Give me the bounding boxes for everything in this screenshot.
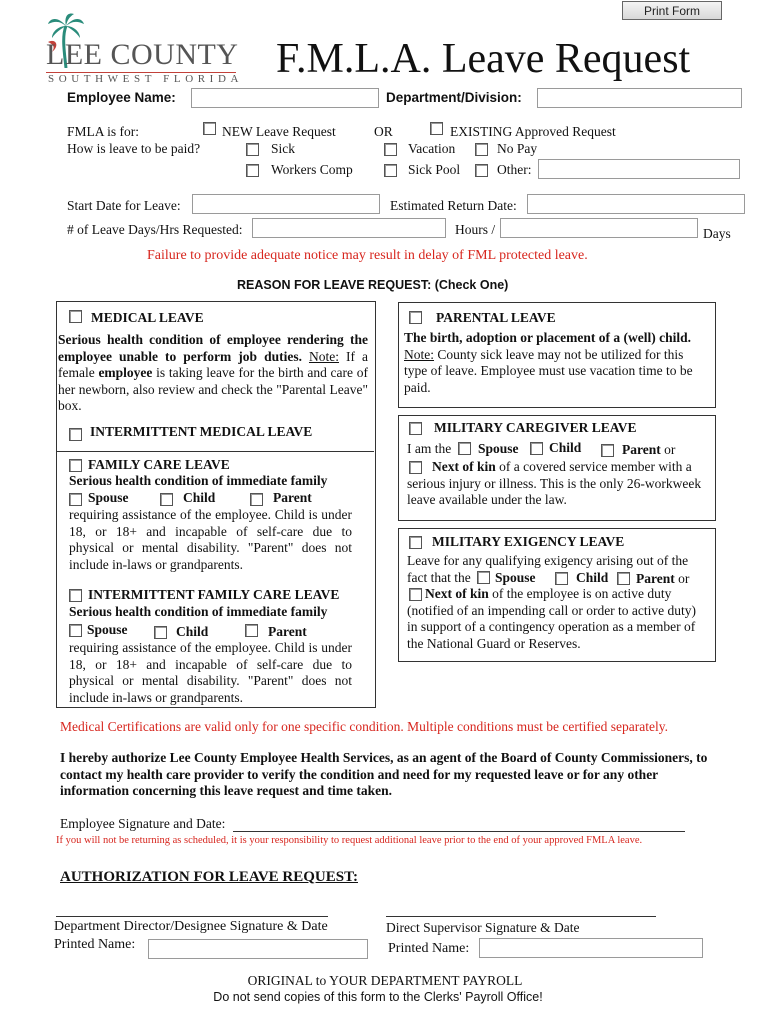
caregiver-child-label: Child	[549, 440, 582, 455]
intermittent-family-checkbox[interactable]	[69, 589, 82, 602]
footer-original: ORIGINAL to YOUR DEPARTMENT PAYROLL	[247, 973, 523, 988]
hours-days-field[interactable]	[500, 218, 698, 238]
intermittent-spouse-label: Spouse	[87, 622, 128, 637]
exigency-child-label: Child	[576, 570, 609, 585]
caregiver-spouse-label: Spouse	[478, 441, 519, 456]
director-printed-name-label: Printed Name:	[54, 937, 136, 952]
caregiver-parent-checkbox[interactable]	[601, 444, 614, 457]
workers-comp-label: Workers Comp	[271, 162, 353, 177]
existing-leave-label: EXISTING Approved Request	[450, 124, 616, 139]
authorization-text: I hereby authorize Lee County Employee Health Services, as an agent of the Board of County Commissioners, to contact my health care provider to verify the condition and need for my requested leave or for any other information concerning this leave request and time taken.	[60, 750, 708, 798]
department-label: Department/Division:	[386, 90, 522, 105]
exigency-spouse-label: Spouse	[495, 570, 536, 585]
family-divider	[56, 451, 374, 452]
exigency-leave-checkbox[interactable]	[409, 536, 422, 549]
family-parent-label: Parent	[273, 490, 312, 505]
days-label: Days	[703, 226, 731, 241]
parental-leave-text: The birth, adoption or placement of a (well) child. Note: County sick leave may not be utilized for this type of leave. Employee must use vacation time to be paid.	[404, 330, 693, 395]
sick-label: Sick	[271, 141, 296, 156]
hours-label: Hours /	[455, 222, 496, 237]
director-signature-label: Department Director/Designee Signature & Date	[54, 919, 328, 934]
intermittent-child-checkbox[interactable]	[154, 626, 167, 639]
family-spouse-label: Spouse	[88, 490, 129, 505]
supervisor-printed-name-field[interactable]	[479, 938, 703, 958]
caregiver-leave-title: MILITARY CAREGIVER LEAVE	[434, 420, 637, 435]
reason-heading: REASON FOR LEAVE REQUEST: (Check One)	[237, 278, 509, 292]
logo-subtext: SOUTHWEST FLORIDA	[48, 73, 244, 85]
start-date-label: Start Date for Leave:	[67, 198, 181, 213]
no-pay-checkbox[interactable]	[475, 143, 488, 156]
director-printed-name-field[interactable]	[148, 939, 368, 959]
parental-leave-title: PARENTAL LEAVE	[436, 310, 556, 325]
department-field[interactable]	[537, 88, 742, 108]
vacation-checkbox[interactable]	[384, 143, 397, 156]
parental-leave-checkbox[interactable]	[409, 311, 422, 324]
family-child-label: Child	[183, 490, 216, 505]
intermittent-parent-checkbox[interactable]	[245, 624, 258, 637]
caregiver-parent-label: Parent or	[622, 442, 676, 457]
or-label: OR	[374, 124, 393, 139]
workers-comp-checkbox[interactable]	[246, 164, 259, 177]
other-field[interactable]	[538, 159, 740, 179]
certification-note: Medical Certifications are valid only for one specific condition. Multiple conditions must be certified separately.	[60, 719, 668, 734]
notice-warning: Failure to provide adequate notice may result in delay of FML protected leave.	[147, 248, 588, 263]
supervisor-printed-name-label: Printed Name:	[388, 941, 470, 956]
caregiver-leave-text: Next of kin of a covered service member with a serious injury or illness. This is the only 26-workweek leave available under the law.	[407, 459, 702, 507]
intermittent-family-text: requiring assistance of the employee. Child is under 18, or 18+ and incapable of self-care due to physical or mental disability. "Parent" does not include in-laws or grandparents.	[69, 640, 352, 705]
sick-checkbox[interactable]	[246, 143, 259, 156]
vacation-label: Vacation	[408, 141, 456, 156]
intermittent-family-title: INTERMITTENT FAMILY CARE LEAVE	[88, 587, 340, 602]
family-child-checkbox[interactable]	[160, 493, 173, 506]
medical-leave-text: Serious health condition of employee rendering the employee unable to perform job duties. Note: If a female employee is taking leave for the birth and care of her newborn, also review and check the "Parental Leave" box.	[58, 332, 369, 413]
intermittent-family-subtitle: Serious health condition of immediate family	[69, 604, 328, 619]
new-leave-label: NEW Leave Request	[222, 124, 336, 139]
sick-pool-label: Sick Pool	[408, 162, 461, 177]
supervisor-signature-line[interactable]	[386, 916, 656, 917]
family-care-subtitle: Serious health condition of immediate family	[69, 473, 328, 488]
medical-leave-title: MEDICAL LEAVE	[91, 310, 204, 325]
logo-text: LEE COUNTY	[46, 38, 239, 71]
exigency-spouse-checkbox[interactable]	[477, 571, 490, 584]
new-leave-checkbox[interactable]	[203, 122, 216, 135]
intermittent-medical-checkbox[interactable]	[69, 428, 82, 441]
other-label: Other:	[497, 162, 532, 177]
return-date-field[interactable]	[527, 194, 745, 214]
exigency-leave-title: MILITARY EXIGENCY LEAVE	[432, 534, 625, 549]
start-date-field[interactable]	[192, 194, 380, 214]
family-care-checkbox[interactable]	[69, 459, 82, 472]
caregiver-i-am-label: I am the	[407, 441, 452, 456]
lee-county-logo	[40, 12, 244, 88]
intermittent-spouse-checkbox[interactable]	[69, 624, 82, 637]
days-hrs-field[interactable]	[252, 218, 446, 238]
return-date-label: Estimated Return Date:	[390, 198, 517, 213]
print-form-button[interactable]: Print Form	[622, 1, 722, 20]
medical-leave-checkbox[interactable]	[69, 310, 82, 323]
exigency-parent-checkbox[interactable]	[617, 572, 630, 585]
family-care-text: requiring assistance of the employee. Child is under 18, or 18+ and incapable of self-care due to physical or mental disability. "Parent" does not include in-laws or grandparents.	[69, 507, 352, 572]
days-hrs-label: # of Leave Days/Hrs Requested:	[67, 222, 243, 237]
other-checkbox[interactable]	[475, 164, 488, 177]
exigency-text2: Next of kin of the employee is on active duty (notified of an impending call or order to active duty) in support of a contingency operation as a member of the National Guard or Reserves.	[407, 586, 697, 651]
employee-signature-label: Employee Signature and Date:	[60, 816, 226, 831]
caregiver-spouse-checkbox[interactable]	[458, 442, 471, 455]
family-parent-checkbox[interactable]	[250, 493, 263, 506]
exigency-child-checkbox[interactable]	[555, 572, 568, 585]
employee-name-label: Employee Name:	[67, 90, 176, 105]
caregiver-leave-checkbox[interactable]	[409, 422, 422, 435]
intermittent-parent-label: Parent	[268, 624, 307, 639]
exigency-text1: Leave for any qualifying exigency arising out of the fact that the	[407, 553, 689, 585]
existing-leave-checkbox[interactable]	[430, 122, 443, 135]
no-pay-label: No Pay	[497, 141, 538, 156]
intermittent-child-label: Child	[176, 624, 209, 639]
family-spouse-checkbox[interactable]	[69, 493, 82, 506]
family-care-title: FAMILY CARE LEAVE	[88, 457, 230, 472]
employee-signature-line[interactable]	[233, 831, 685, 832]
exigency-parent-label: Parent or	[636, 571, 690, 586]
employee-name-field[interactable]	[191, 88, 379, 108]
caregiver-child-checkbox[interactable]	[530, 442, 543, 455]
supervisor-signature-label: Direct Supervisor Signature & Date	[386, 920, 580, 935]
authorization-heading: AUTHORIZATION FOR LEAVE REQUEST:	[60, 869, 358, 885]
fmla-for-label: FMLA is for:	[67, 124, 140, 139]
director-signature-line[interactable]	[56, 916, 328, 917]
sick-pool-checkbox[interactable]	[384, 164, 397, 177]
paid-label: How is leave to be paid?	[67, 141, 201, 156]
footer-do-not-send: Do not send copies of this form to the Clerks' Payroll Office!	[213, 990, 543, 1004]
intermittent-medical-title: INTERMITTENT MEDICAL LEAVE	[90, 424, 313, 439]
return-warning: If you will not be returning as scheduled, it is your responsibility to request additional leave prior to the end of your approved FMLA leave.	[56, 835, 643, 846]
page-title: F.M.L.A. Leave Request	[276, 36, 691, 82]
